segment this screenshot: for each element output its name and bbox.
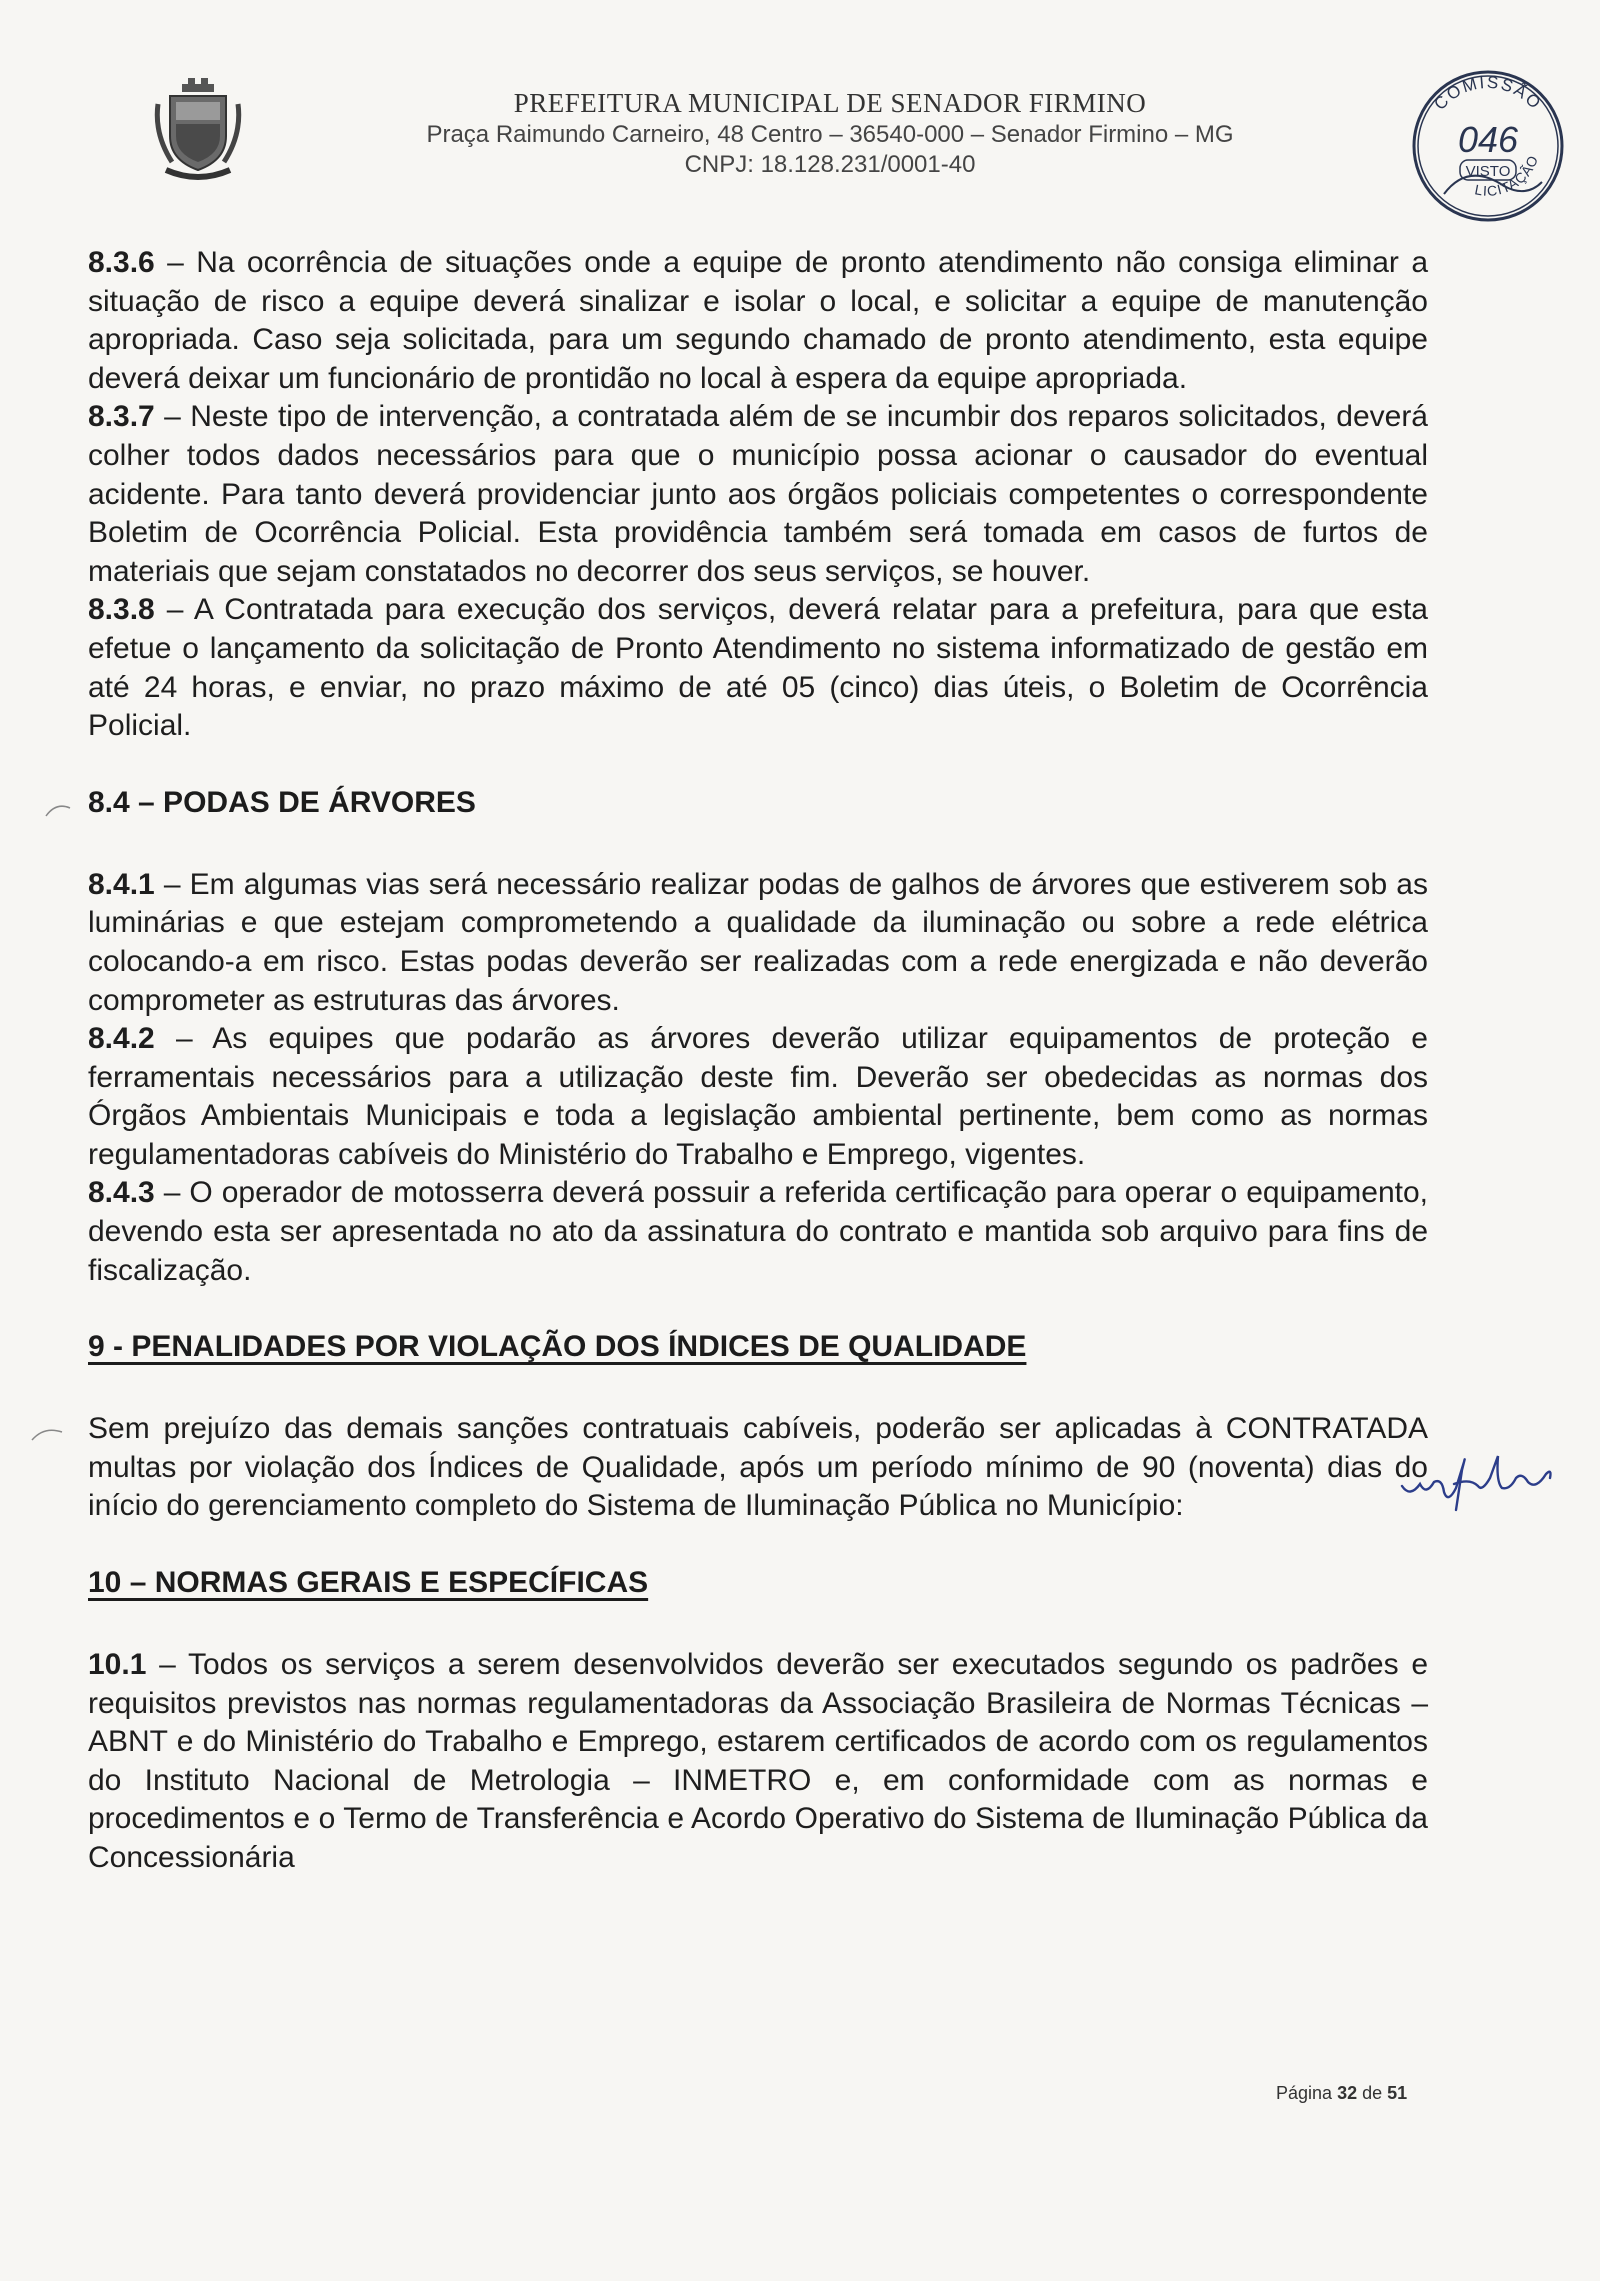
paragraph-9: Sem prejuízo das demais sanções contratuais cabíveis, poderão ser aplicadas à CONTRATADA multas por violação dos Índices de Qualidade, após um período mínimo de 90 (noventa) dias do início do gerenciamento completo do Sistema de Iluminação Pública no Município: xyxy=(88,1412,1428,1523)
page-label: Página xyxy=(1276,2083,1333,2103)
stamp-middle-text: VISTO xyxy=(1465,163,1511,180)
clause-text: – A Contratada para execução dos serviços, deverá relatar para a prefeitura, para que esta efetue o lançamento da solicitação de Pronto Atendimento no sistema informatizado de gestão em até 24 horas, e enviar, no prazo máximo de até 05 (cinco) dias úteis, o Boletim de Ocorrência Policial. xyxy=(88,593,1428,743)
margin-mark xyxy=(44,800,74,820)
stamp-top-text: COMISSÃO xyxy=(1430,72,1546,114)
page-footer xyxy=(1276,2083,1407,2104)
clause-text: – Em algumas vias será necessário realizar podas de galhos de árvores que estiverem sob as luminárias e que estejam comprometendo a qualidade da iluminação ou sobre a rede elétrica colocando-a em risco. Estas podas deverão ser realizadas com a rede energizada e não deverão comprometer as estruturas das árvores. xyxy=(88,867,1428,1017)
clause-number: 10.1 xyxy=(88,1648,147,1682)
clause-text: – As equipes que podarão as árvores deverão utilizar equipamentos de proteção e ferramentais necessários para a utilização deste fim. Deverão ser obedecidas as normas dos Órgãos Ambientais Municipais e toda a legislação ambiental pertinente, bem como as normas regulamentadoras cabíveis do Ministério do Trabalho e Emprego, vigentes. xyxy=(88,1022,1428,1171)
section-title-9: 9 - PENALIDADES POR VIOLAÇÃO DOS ÍNDICES DE QUALIDADE xyxy=(88,1330,1027,1364)
coat-of-arms-icon xyxy=(152,74,244,186)
municipality-address: Praça Raimundo Carneiro, 48 Centro – 36540-000 – Senador Firmino – MG xyxy=(426,121,1234,148)
clause-number: 8.4.3 xyxy=(88,1176,155,1210)
clause-text: – Todos os serviços a serem desenvolvidos deverão ser executados segundo os padrões e requisitos previstos nas normas regulamentadoras da Associação Brasileira de Normas Técnicas – ABNT e do Ministério do Trabalho e Emprego, estarem certificados de acordo com os regulamentos do Instituto Nacional de Metrologia – INMETRO e, em conformidade com as normas e procedimentos e o Termo de Transferência e Acordo Operativo do Sistema de Iluminação Pública da Concessionária xyxy=(88,1648,1428,1874)
clause-number: 8.4.2 xyxy=(88,1022,155,1056)
clause-number: 8.3.8 xyxy=(88,593,155,627)
municipality-name: PREFEITURA MUNICIPAL DE SENADOR FIRMINO xyxy=(513,88,1147,118)
handwritten-initials xyxy=(1398,1448,1568,1518)
page-number: 32 xyxy=(1337,2083,1358,2103)
clause-8-4-1 xyxy=(88,866,1428,1020)
letterhead xyxy=(330,88,1330,179)
section-title-10: 10 – NORMAS GERAIS E ESPECÍFICAS xyxy=(88,1566,649,1600)
margin-mark xyxy=(30,1424,66,1444)
clause-8-3-7 xyxy=(88,398,1428,591)
clause-text: – Neste tipo de intervenção, a contratada além de se incumbir dos reparos solicitados, deverá colher todos dados necessários para que o município possa acionar o causador do eventual acidente. Para tanto deverá providenciar junto aos órgãos policiais competentes o correspondente Boletim de Ocorrência Policial. Esta providência também será tomada em casos de furtos de materiais que sejam constatados no decorrer dos seus serviços, se houver. xyxy=(88,400,1428,588)
document-body xyxy=(88,244,1428,1878)
clause-number: 8.3.6 xyxy=(88,246,155,279)
clause-number: 8.3.7 xyxy=(88,400,155,434)
page-total: 51 xyxy=(1387,2083,1408,2103)
clause-10-1 xyxy=(88,1646,1428,1878)
stamp-number: 046 xyxy=(1457,119,1519,160)
stamp-bottom-text: LICITAÇÃO xyxy=(1473,152,1542,199)
clause-8-3-6 xyxy=(88,244,1428,398)
clause-8-4-2 xyxy=(88,1020,1428,1174)
svg-text:COMISSÃO xyxy=(1430,73,1545,114)
clause-text: – O operador de motosserra deverá possuir a referida certificação para operar o equipamento, devendo esta ser apresentada no ato da assinatura do contrato e mantida sob arquivo para fins de fiscalização. xyxy=(88,1176,1428,1287)
section-title-8-4: 8.4 – PODAS DE ÁRVORES xyxy=(88,785,476,819)
clause-8-4-3 xyxy=(88,1174,1428,1290)
clause-text: – Na ocorrência de situações onde a equipe de pronto atendimento não consiga eliminar a situação de risco a equipe deverá sinalizar e isolar o local, e solicitar a equipe de manutenção apropriada. Caso seja solicitada, para um segundo chamado de pronto atendimento, esta equipe deverá deixar um funcionário de prontidão no local à espera da equipe apropriada. xyxy=(88,246,1428,395)
page-of: de xyxy=(1362,2083,1383,2103)
clause-number: 8.4.1 xyxy=(88,867,155,901)
clause-8-3-8 xyxy=(88,591,1428,745)
commission-stamp xyxy=(1408,66,1568,226)
municipality-cnpj: CNPJ: 18.128.231/0001-40 xyxy=(684,151,976,178)
